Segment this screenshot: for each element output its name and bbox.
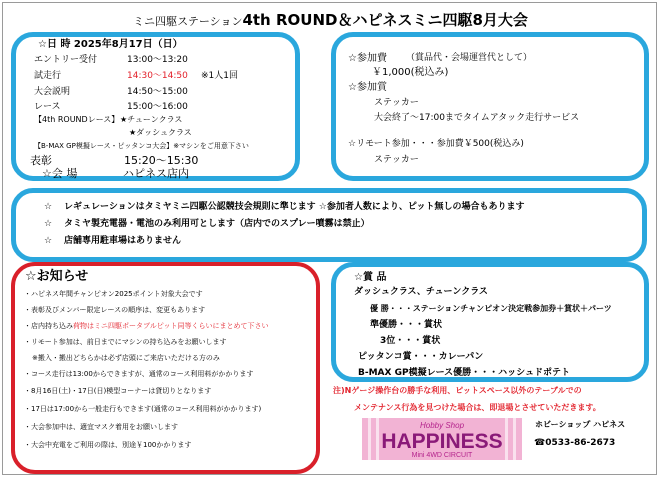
venue-label: ☆会 場 (42, 167, 78, 180)
race-label: レース (34, 102, 61, 112)
entry-label: エントリー受付 (34, 55, 98, 65)
warning-line-1: 注)Nゲージ操作台の勝手な利用、ピットスペース以外のテーブルでの (333, 386, 582, 395)
awards-label: 表彰 (30, 154, 52, 167)
warning-line-2: メンテナンス行為を見つけた場合は、即退場とさせていただきます。 (354, 403, 601, 412)
briefing-label: 大会説明 (34, 87, 71, 97)
race-time: 15:00～16:00 (127, 102, 188, 112)
prizes-classes: ダッシュクラス、チューンクラス (354, 287, 488, 297)
venue-value: ハピネス店内 (123, 167, 189, 180)
notices-box (11, 262, 320, 474)
notice-item-7: ・8月16日(土)・17日(日)模型コーナーは貸切りとなります (24, 387, 212, 395)
prize-first: 優 勝・・・ステーションチャンピオン決定戦参加券＋賞状＋パーツ (370, 304, 612, 313)
briefing-time: 14:50～15:00 (127, 87, 188, 97)
rule-text-1: レギュレーションはタミヤミニ四駆公認競技会規則に準じます ☆参加者人数により、ピット無しの場合もあります (64, 202, 525, 212)
happiness-logo (362, 418, 522, 460)
logo-bottom: Mini 4WD CIRCUIT (411, 452, 473, 459)
notices-heading: ☆お知らせ (25, 269, 89, 284)
notice-item-3-text: ・店内持ち込み (24, 322, 73, 330)
tune-class: ★チューンクラス (120, 115, 183, 124)
prize-item: ステッカー (374, 98, 419, 108)
notice-item-2: ・表彰及びメンバー限定レースの順序は、変更もあります (24, 306, 206, 314)
notice-item-3-red: 荷物はミニ四駆ポータブルピット同等くらいにまとめて下さい (73, 322, 269, 330)
practice-label: 試走行 (34, 71, 62, 81)
fee-amount: ￥1,000(税込み) (372, 67, 449, 78)
fee-label: ☆参加費 (348, 53, 387, 64)
prizes-heading: ☆賞 品 (354, 272, 387, 283)
rule-star-2: ☆ (44, 219, 53, 229)
notice-item-3 (24, 323, 268, 330)
logo-top: Hobby Shop (419, 421, 465, 430)
fee-note: （賞品代・会場運営代として） (406, 53, 533, 63)
bmax-note: 【B-MAX GP模擬レース・ピッタンコ大会】※マシンをご用意下さい (34, 142, 249, 150)
notice-item-4: ・リモート参加は、前日までにマシンの持ち込みをお願いします (24, 338, 227, 346)
notice-item-1: ・ハピネス年間チャンピオン2025ポイント対象大会です (24, 290, 203, 298)
rule-text-3: 店舗専用駐車場はありません (64, 236, 182, 246)
prize-pittanko: ピッタンコ賞・・・カレーパン (358, 352, 484, 362)
fees-box (331, 32, 649, 181)
rule-text-2: タミヤ製充電器・電池のみ利用可とします（店内でのスプレー噴霧は禁止） (64, 219, 370, 229)
prize-label: ☆参加賞 (348, 82, 387, 93)
notice-item-9: ・大会参加中は、適宜マスク着用をお願いします (24, 423, 178, 431)
title-main: 4th ROUND＆ハピネスミニ四駆8月大会 (242, 11, 528, 29)
awards-time: 15:20～15:30 (124, 154, 199, 167)
notice-item-5: ※搬入・搬出どちらかは必ず店頭にご来店いただける方のみ (32, 354, 220, 362)
shop-phone: ☎0533-86-2673 (534, 438, 616, 448)
rule-star-3: ☆ (44, 236, 53, 246)
shop-name: ホビーショップ ハピネス (535, 420, 626, 429)
practice-time: 14:30～14:50 (127, 71, 188, 81)
notice-item-6: ・コース走行は13:00からできますが、通常のコース利用料がかかります (24, 370, 254, 378)
entry-time: 13:00～13:20 (127, 55, 188, 65)
rules-box (11, 188, 647, 262)
practice-note: ※1人1回 (201, 71, 238, 81)
round-label: 【4th ROUNDレース】 (34, 115, 120, 124)
prize-second: 準優勝・・・賞状 (370, 320, 443, 330)
notice-item-10: ・大会中充電をご利用の際は、別途￥100かかります (24, 441, 192, 449)
prize-third: 3位・・・賞状 (380, 336, 441, 346)
prize-bmax: B-MAX GP模擬レース優勝・・・ハッシュドポテト (358, 368, 570, 378)
event-date: ☆日 時 2025年8月17日（日） (38, 39, 183, 50)
remote-line: ☆リモート参加・・・参加費￥500(税込み) (348, 139, 524, 149)
rule-star-1: ☆ (44, 202, 53, 212)
prize-note: 大会終了～17:00までタイムアタック走行サービス (374, 113, 580, 123)
notice-item-8: ・17日は17:00から一般走行もできます(通常のコース利用料がかかります) (24, 405, 262, 413)
remote-item: ステッカー (374, 155, 419, 165)
prizes-box (331, 262, 649, 382)
logo-main: HAPPINESS (381, 430, 503, 453)
page-title (0, 9, 661, 30)
schedule-box (11, 32, 300, 181)
title-prefix: ミニ四駆ステーション (133, 15, 243, 28)
dash-class: ★ダッシュクラス (129, 128, 192, 137)
